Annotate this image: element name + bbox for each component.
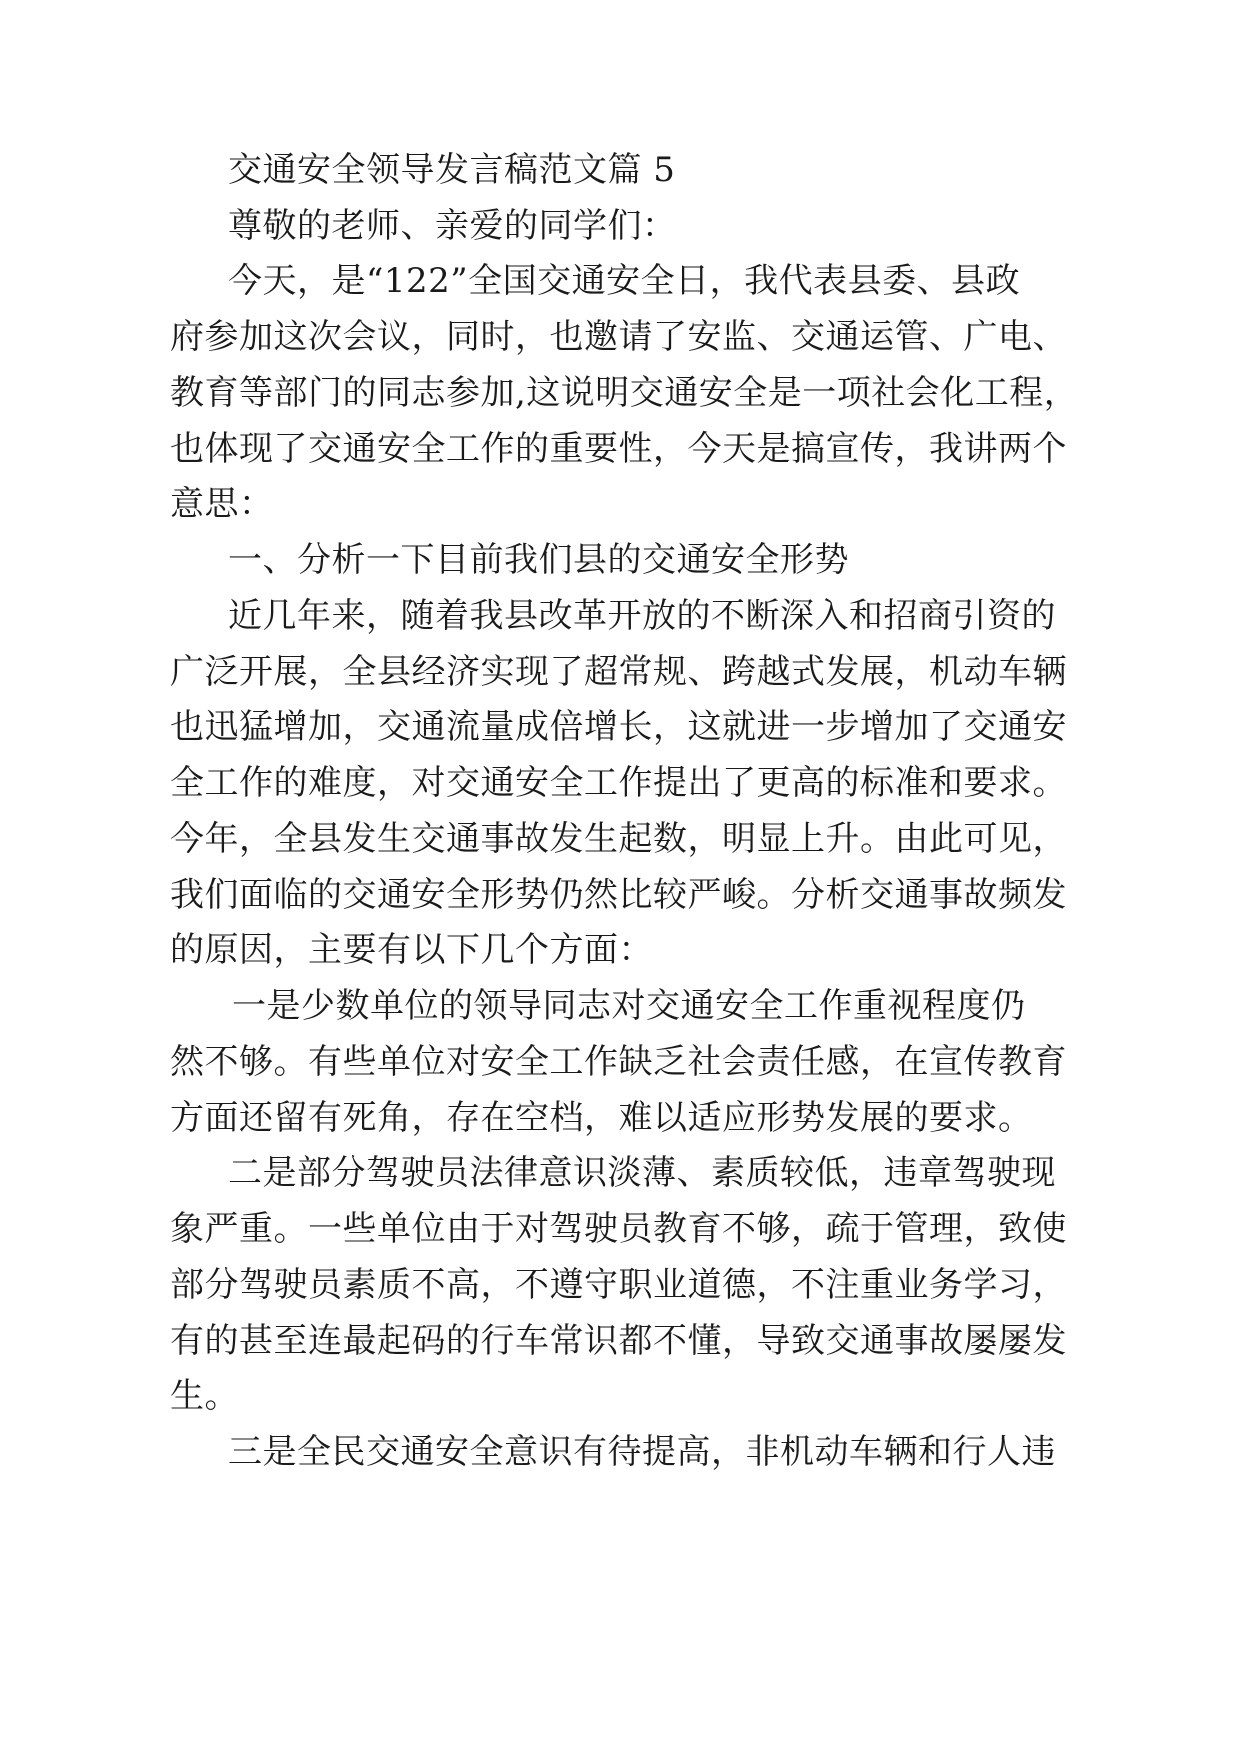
body-line: 广泛开展，全县经济实现了超常规、跨越式发展，机动车辆 xyxy=(170,652,1067,692)
body-line: 象严重。一些单位由于对驾驶员教育不够，疏于管理，致使 xyxy=(170,1209,1067,1249)
body-line: 近几年来，随着我县改革开放的不断深入和招商引资的 xyxy=(228,596,1056,636)
body-line: 三是全民交通安全意识有待提高，非机动车辆和行人违 xyxy=(228,1432,1056,1472)
body-line: 府参加这次会议，同时，也邀请了安监、交通运管、广电、 xyxy=(170,317,1067,357)
body-line: 意思： xyxy=(170,484,274,524)
salutation: 尊敬的老师、亲爱的同学们： xyxy=(228,206,677,246)
body-line: 我们面临的交通安全形势仍然比较严峻。分析交通事故频发 xyxy=(170,875,1067,915)
body-line: 方面还留有死角，存在空档，难以适应形势发展的要求。 xyxy=(170,1098,1033,1138)
body-line: 今年，全县发生交通事故发生起数，明显上升。由此可见， xyxy=(170,819,1067,859)
body-line: 部分驾驶员素质不高，不遵守职业道德，不注重业务学习， xyxy=(170,1265,1067,1305)
body-line: 生。 xyxy=(170,1376,239,1416)
body-line: 全工作的难度，对交通安全工作提出了更高的标准和要求。 xyxy=(170,763,1067,803)
body-line: 也迅猛增加，交通流量成倍增长，这就进一步增加了交通安 xyxy=(170,707,1067,747)
document-title: 交通安全领导发言稿范文篇 5 xyxy=(228,150,676,190)
body-line: 一是少数单位的领导同志对交通安全工作重视程度仍 xyxy=(232,986,1026,1026)
body-line: 二是部分驾驶员法律意识淡薄、素质较低，违章驾驶现 xyxy=(228,1153,1056,1193)
body-line: 有的甚至连最起码的行车常识都不懂，导致交通事故屡屡发 xyxy=(170,1321,1067,1361)
body-line: 今天，是“122”全国交通安全日，我代表县委、县政 xyxy=(228,261,1021,301)
section-heading: 一、分析一下目前我们县的交通安全形势 xyxy=(228,540,849,580)
body-line: 也体现了交通安全工作的重要性，今天是搞宣传，我讲两个 xyxy=(170,429,1067,469)
body-line: 然不够。有些单位对安全工作缺乏社会责任感，在宣传教育 xyxy=(170,1042,1067,1082)
body-line: 的原因，主要有以下几个方面： xyxy=(170,930,653,970)
body-line: 教育等部门的同志参加,这说明交通安全是一项社会化工程， xyxy=(170,373,1079,413)
